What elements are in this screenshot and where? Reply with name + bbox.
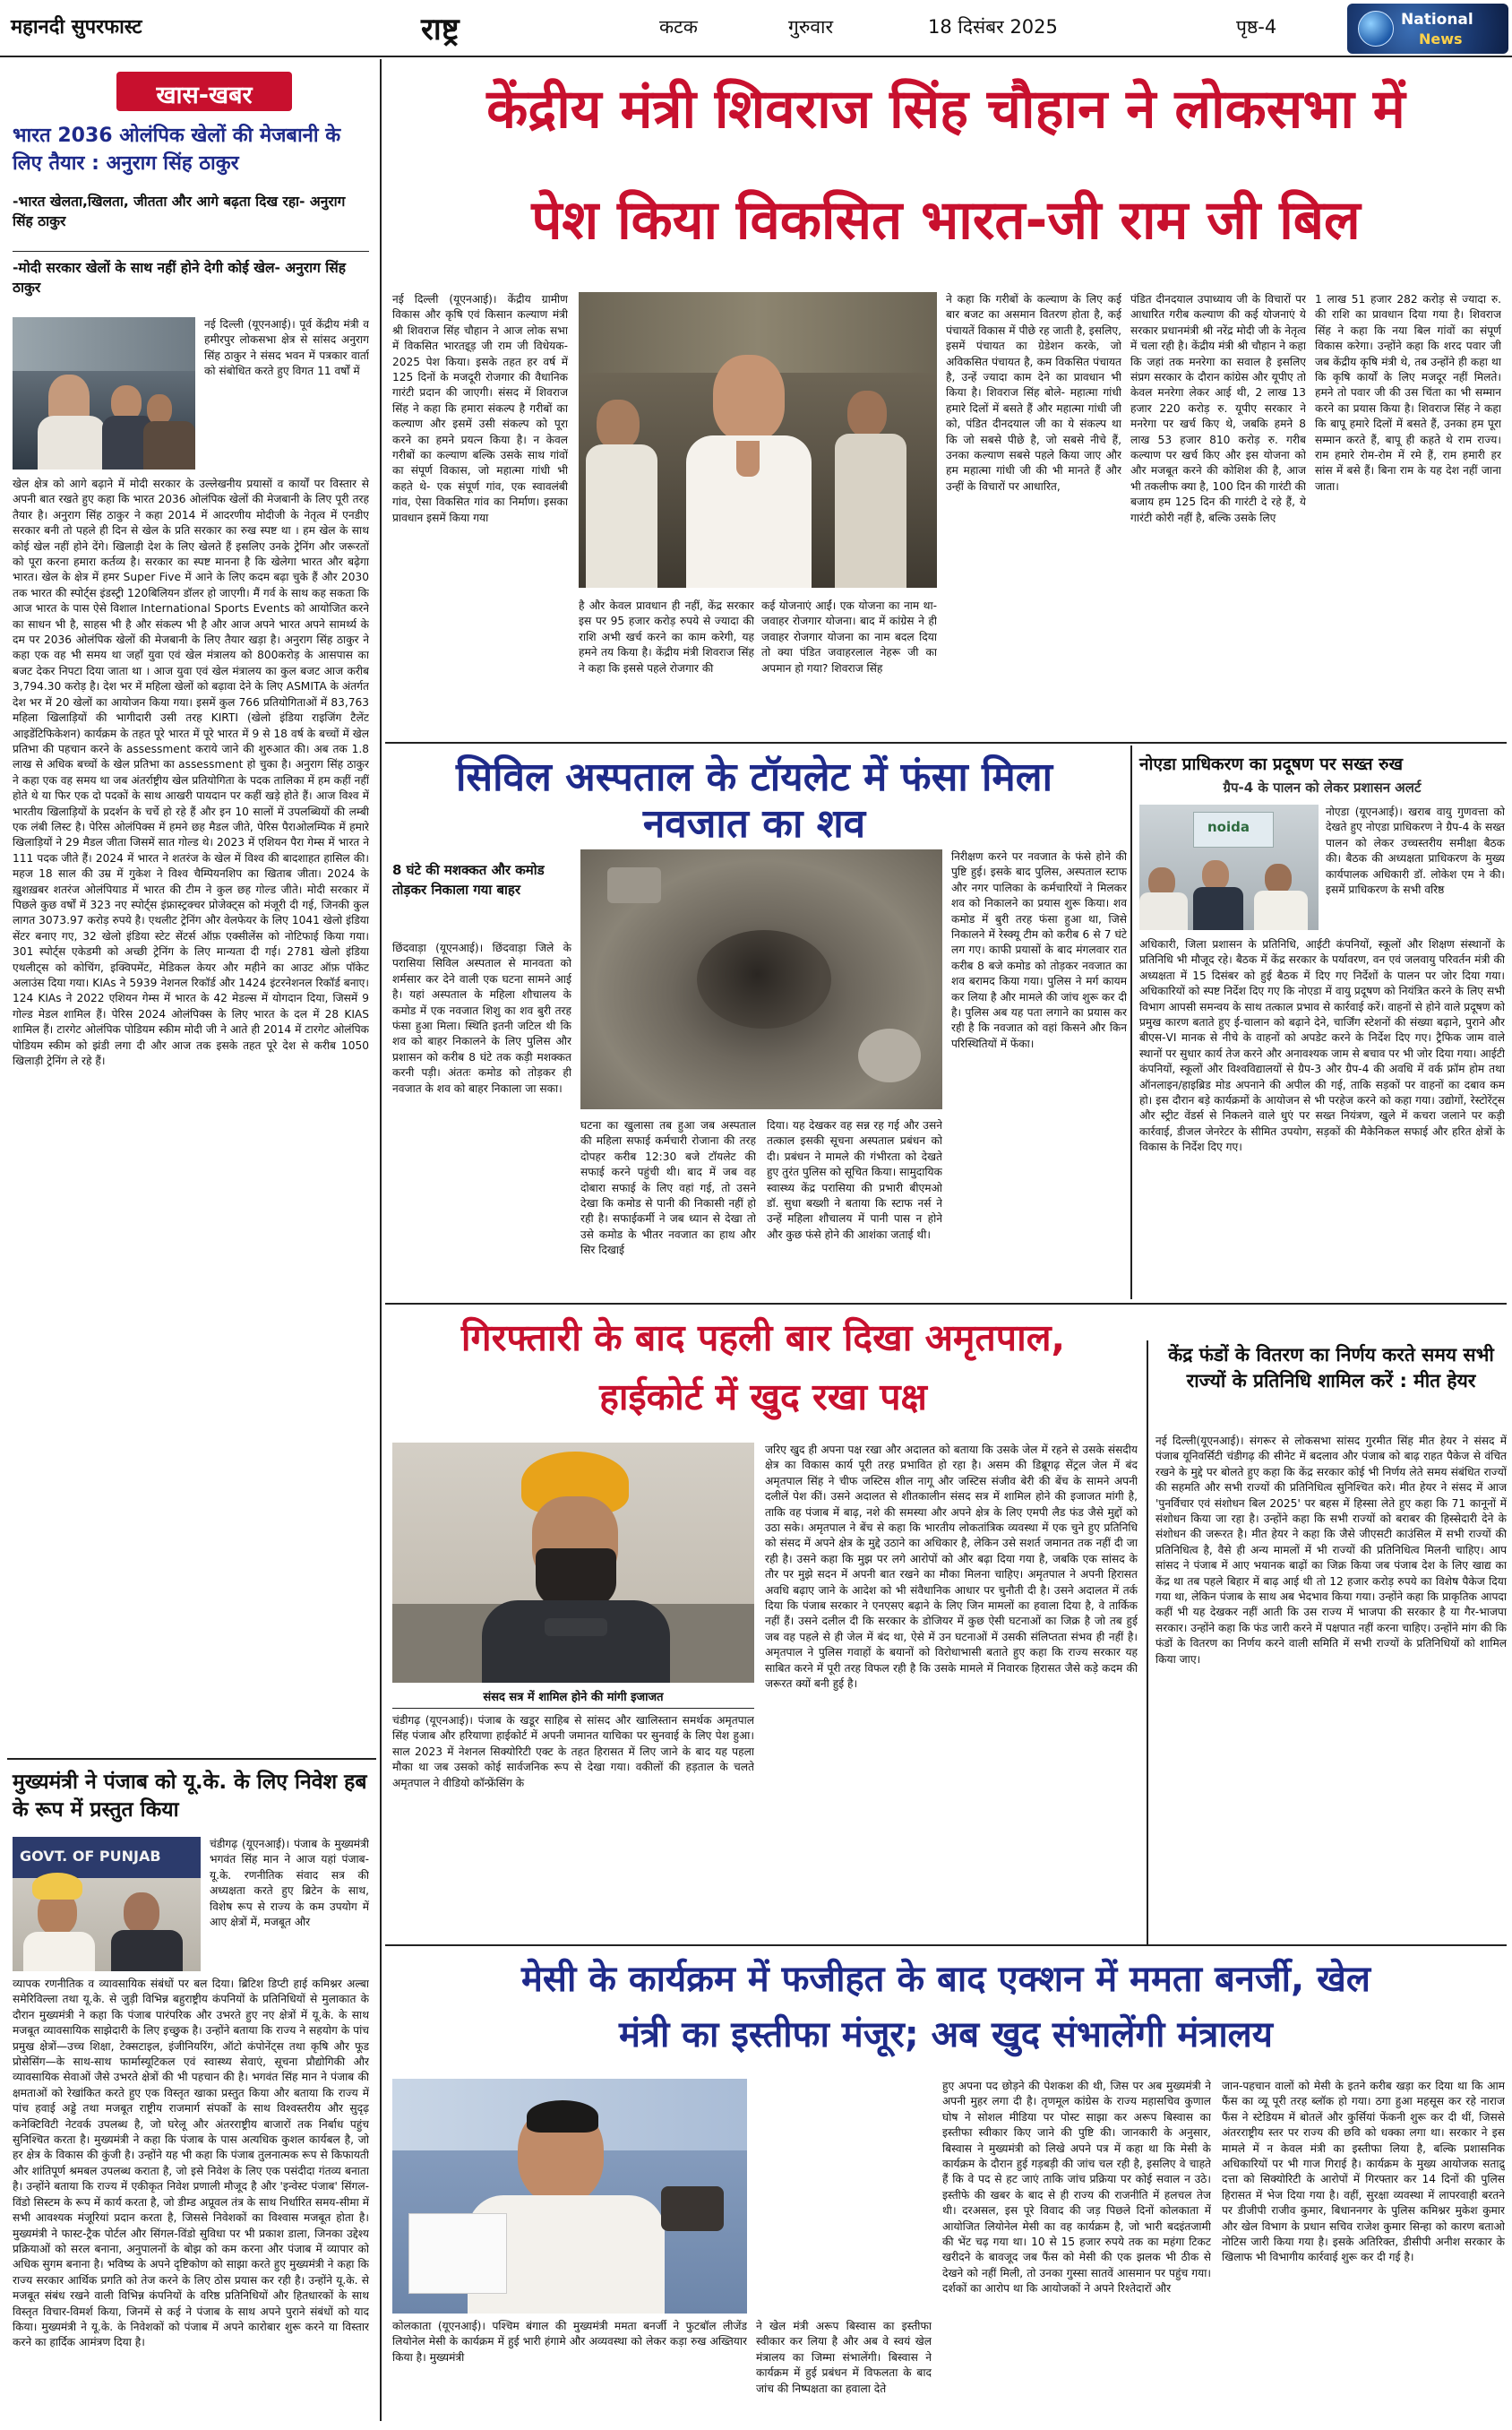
page-number: पृष्ठ-4 bbox=[1236, 16, 1277, 38]
meet-hayer-headline: केंद्र फंडों के वितरण का निर्णय करते समय सभी राज्यों के प्रतिनिधि शामिल करें : मीत हेयर bbox=[1168, 1344, 1494, 1392]
logo-national: National bbox=[1401, 11, 1473, 29]
punjab-body: व्यापक रणनीतिक व व्यावसायिक संबंधों पर बल दिया। ब्रिटिश डिप्टी हाई कमिश्नर अल्बा समेरिविल्ला तथा यू.के. से जुड़ी विभिन्न बहुराष्ट्रीय कंपनियों के प्रतिनिधियों से मुलाकात के दौरान मुख्यमंत्री ने कहा कि पंजाब पारंपरिक और उभरते हुए नए क्षेत्रों में यू.के. के साथ मजबूत व्यावसायिक साझेदारी के लिए इच्छुक है। उन्होंने बताया कि राज्य ने सहयोग के पांच प्रमुख क्षेत्रों—उच्च शिक्षा, टेक्सटाइल, इंजीनियरिंग, ऑटो कंपोनेंट्स तथा कृषि और फूड प्रोसेसिंग—के साथ-साथ फार्मास्यूटिकल एवं स्वास्थ्य सेवाएं, सूचना प्रौद्योगिकी और व्यावसायिक सेवाओं जैसे उभरते क्षेत्रों की भी पहचान की है। भगवंत सिंह मान ने पंजाब की क्षमताओं को रेखांकित करते हुए एक विस्तृत खाका प्रस्तुत किया और बताया कि राज्य में पांच हवाई अड्डे तथा मजबूत राष्ट्रीय राजमार्ग संपर्कों के साथ विश्वस्तरीय और सुदृढ़ कनेक्टिविटी नेटवर्क उपलब्ध है, जो घरेलू और अंतरराष्ट्रीय बाजारों तक निर्बाध पहुंच सुनिश्चित करता है। मुख्यमंत्री ने कहा कि पंजाब के पास अत्यधिक कुशल कार्यबल है, जो हर क्षेत्र के विकास की कुंजी है। उन्होंने यह भी कहा कि पंजाब तुलनात्मक रूप से किफायती और शांतिपूर्ण श्रमबल उपलब्ध कराता है, जो इसे निवेश के लिए एक पसंदीदा गंतव्य बनाता है। उन्होंने बताया कि राज्य में एकीकृत निवेश प्रणाली मौजूद है और 'इन्वेस्ट पंजाब' सिंगल-विंडो सिस्टम के रूप में कार्य करता है, जो डीम्ड अप्रूवल तंत्र के साथ निर्धारित समय-सीमा में सभी आवश्यक मंजूरियां प्रदान करता है, जिससे निवेशकों का विश्वास मजबूत होता है। मुख्यमंत्री ने फास्ट-ट्रैक पोर्टल और सिंगल-विंडो सुविधा पर भी प्रकाश डाला, जिनका उद्देश्य प्रक्रियाओं को सरल बनाना, अनुपालनों के बोझ को कम करना और पंजाब में व्यापार को अधिक सुगम बनाना है। भविष्य के अपने दृष्टिकोण को साझा करते हुए मुख्यमंत्री ने कहा कि राज्य सरकार आर्थिक प्रगति को तेज करने के लिए ठोस प्रयास कर रही है। उन्होंने यू.के. से मजबूत संबंध रखने वाली विभिन्न कंपनियों के वरिष्ठ प्रतिनिधियों और हितधारकों के साथ विस्तृत विचार-विमर्श किया, जिनमें से कई ने पंजाब के साथ अपने पुराने संबंधों को याद किया। मुख्यमंत्री ने यू.के. के निवेशकों को पंजाब में अपने कारोबार शुरू करने या विस्तार करने का हार्दिक आमंत्रण दिया है। bbox=[13, 1978, 369, 2349]
hospital-col4: निरीक्षण करने पर नवजात के फंसे होने की पुष्टि हुई। इसके बाद पुलिस, अस्पताल स्टाफ और नगर पालिका के कर्मचारियों ने मिलकर शव को निकालने का प्रयास शुरू किया। शव कमोड में बुरी तरह फंसा हुआ था, जिसे निकालने में रेस्क्यू टीम को करीब 6 से 7 घंटे लग गए। काफी प्रयासों के बाद मंगलवार रात करीब 8 बजे कमोड को तोड़कर नवजात का शव बरामद किया गया। पुलिस ने मर्ग कायम कर लिया है और मामले की जांच शुरू कर दी है। पुलिस अब यह पता लगाने का प्रयास कर रही है कि नवजात को वहां किसने और किन परिस्थितियों में फेंका। bbox=[951, 850, 1127, 1050]
vbg-headline-line2: पेश किया विकसित भारत-जी राम जी बिल bbox=[531, 189, 1361, 252]
amritpal-col1: चंडीगढ़ (यूएनआई)। पंजाब के खडूर साहिब से सांसद और खालिस्तान समर्थक अमृतपाल सिंह पंजाब और हरियाणा हाईकोर्ट में अपनी जमानत याचिका पर सुनवाई के लिए पेश हुआ। साल 2023 में नेशनल सिक्योरिटी एक्ट के तहत हिरासत में लिए जाने के बाद यह पहला मौका था जब उसको कोई सार्वजनिक रूप से देखा गया। वकीलों की हड़ताल के चलते अमृतपाल ने वीडियो कॉन्फ्रेंसिंग के bbox=[392, 1714, 754, 1789]
vbg-col4: ने कहा कि गरीबों के कल्याण के लिए कई बार बजट का असमान वितरण होता है, कई पंचायतें विकास में पीछे रह जाती है, इसलिए, इसमें पंचायत का ग्रेडेशन करके, जो अविकसित पंचायत है, कम विकसित पंचायत है, उन्हें ज्यादा काम देने का प्रावधान भी किया है। शिवराज सिंह बोले- महात्मा गांधी हमारे दिलों में बसते हैं और महात्मा गांधी जी को, पंडित दीनदयाल जी का ये संकल्प था कि जो सबसे पीछे है, जो सबसे नीचे हैं, उनका कल्याण सबसे पहले किया जाए और हम महात्मा गांधी जी की भी मानते हैं और उन्हीं के विचारों पर आधारित, bbox=[946, 293, 1121, 493]
masthead bbox=[0, 0, 1512, 57]
section-name: राष्ट्र bbox=[421, 12, 460, 47]
vbg-col5: पंडित दीनदयाल उपाध्याय जी के विचारों पर आधारित गरीब कल्याण की कई योजनाएं ये सरकार प्रधानमंत्री श्री नरेंद्र मोदी जी के नेतृत्व में चला रही है। केंद्रीय मंत्री श्री चौहान ने कहा कि जहां तक मनरेगा का सवाल है इसलिए संप्रग सरकार के दौरान कांग्रेस और यूपीए तो केवल मनरेगा लेकर आई थी, 2 लाख 13 हजार 220 करोड़ रु. यूपीए सरकार ने मनरेगा पर खर्च किए थे, जबकि हमने 8 लाख 53 हजार 810 करोड़ रु. गरीब कल्याण पर खर्च किए और इस योजना को और मजबूत करने की कोशिश की है, आज भी तकलीफ क्या है, 100 दिन की गारंटी की बजाय हम 125 दिन की गारंटी दे रहे हैं, ये गारंटी कोरी नहीं है, बल्कि उसके लिए bbox=[1130, 293, 1306, 524]
amritpal-photo-caption: संसद सत्र में शामिल होने की मांगी इजाजत bbox=[483, 1691, 664, 1704]
hospital-col3: दिया। यह देखकर वह सन्न रह गई और उसने तत्काल इसकी सूचना अस्पताल प्रबंधन को दी। प्रबंधन ने मामले की गंभीरता को देखते हुए तुरंत पुलिस को सूचित किया। सामुदायिक स्वास्थ्य केंद्र परासिया की प्रभारी बीएमओ डॉ. सुधा बख्शी ने बताया कि स्टाफ नर्स ने उन्हें महिला शौचालय में पानी पास न होने और कुछ फंसे होने की आशंका जताई थी। bbox=[767, 1119, 942, 1241]
punjab-headline: मुख्यमंत्री ने पंजाब को यू.के. के लिए निवेश हब के रूप में प्रस्तुत किया bbox=[13, 1771, 367, 1822]
mamata-col4: जान-पहचान वालों को मेसी के इतने करीब खड़ा कर दिया था कि आम फैंस का व्यू पूरी तरह ब्लॉक हो गया। ठगा हुआ महसूस कर रहे नाराज फैंस ने स्टेडियम में बोतलें और कुर्सियां फेंकनी शुरू कर दी थीं, जिससे अंतरराष्ट्रीय स्तर पर राज्य की छवि को धक्का लगा था। सरकार ने इस मामले में न केवल मंत्री का इस्तीफा लिया है, बल्कि प्रशासनिक अधिकारियों पर भी गाज गिराई है। कार्यक्रम के मुख्य आयोजक सताद्रु दत्ता को सिक्योरिटी के आरोपों में गिरफ्तार कर 14 दिनों की पुलिस हिरासत में भेज दिया गया है। वहीं, सुरक्षा व्यवस्था में लापरवाही बरतने पर डीजीपी राजीव कुमार, बिधाननगर के पुलिस कमिश्नर मुकेश कुमार और खेल विभाग के प्रधान सचिव राजेश कुमार सिन्हा को कारण बताओ नोटिस जारी किया गया है। इसके अतिरिक्त, डीसीपी अनीश सरकार के खिलाफ भी विभागीय कार्रवाई शुरू कर दी गई है। bbox=[1222, 2080, 1505, 2264]
amritpal-headline-line2: हाईकोर्ट में खुद रखा पक्ष bbox=[599, 1375, 927, 1418]
vbg-headline-line1: केंद्रीय मंत्री शिवराज सिंह चौहान ने लोकसभा में bbox=[486, 78, 1405, 141]
khas-khabar-sub2: -मोदी सरकार खेलों के साथ नहीं होने देगी कोई खेल- अनुराग सिंह ठाकुर bbox=[13, 260, 346, 296]
mamata-col2-text: ने खेल मंत्री अरूप बिस्वास का इस्तीफा स्वीकार कर लिया है और अब वे स्वयं खेल मंत्रालय का जिम्मा संभालेंगी। बिस्वास ने कार्यक्रम में हुई प्रबंधन में विफलता के बाद जांच की निष्पक्षता का हवाला देते bbox=[756, 2320, 932, 2395]
mamata-headline-line1: मेसी के कार्यक्रम में फजीहत के बाद एक्शन में ममता बनर्जी, खेल bbox=[520, 1959, 1371, 2000]
national-news-logo bbox=[1347, 4, 1508, 54]
vbg-col6: 1 लाख 51 हजार 282 करोड़ से ज्यादा रु. की राशि का प्रावधान दिया गया है। शिवराज सिंह ने कहा कि नया बिल गांवों का संपूर्ण विकास करेगा। उन्होंने कहा कि शरद पवार जी जब केंद्रीय कृषि मंत्री थे, तब उन्होंने ही कहा था कि कृषि कार्यों के लिए मजदूर नहीं मिलते। हमने तो पवार जी की उस चिंता का भी सम्मान करने का प्रयास किया है। शिवराज सिंह ने कहा कि बापू हमारे दिलों में बसते हैं, उनका हम पूरा सम्मान करते हैं, बापू ही कहते थे राम राज्य। राम हमारे रोम-रोम में रमे हैं, राम हमारी हर सांस में बसे हैं। बिना राम के यह देश नहीं जाना जाता। bbox=[1315, 293, 1501, 493]
khas-khabar-lead: नई दिल्ली (यूएनआई)। पूर्व केंद्रीय मंत्री व हमीरपुर लोकसभा क्षेत्र से सांसद अनुराग सिंह ठाकुर ने संसद भवन में पत्रकार वार्ता को संबोधित करते हुए विगत 11 वर्षों में bbox=[204, 318, 369, 378]
shivraj-chouhan-photo bbox=[579, 292, 937, 588]
vbg-col1: नई दिल्ली (यूएनआई)। केंद्रीय ग्रामीण विकास और कृषि एवं किसान कल्याण मंत्री श्री शिवराज सिंह चौहान ने आज लोक सभा में विकसित भारतइ्ड़ जी राम जी विधेयक- 2025 पेश किया। इसके तहत हर वर्ष में 125 दिनों के मजदूरी रोजगार की वैधानिक गारंटी प्रदान की जाएगी। संसद में शिवराज सिंह ने कहा कि हमारा संकल्प है गरीबों का कल्याण और इसमें उसी संकल्प को पूरा करने का हमने प्रयत्न किया है। न केवल गरीबों का कल्याण बल्कि उसके साथ गांवों का संपूर्ण विकास, जो महात्मा गांधी भी कहते थे- एक संपूर्ण गांव, एक स्वावलंबी गांव, ऐसा विकसित गांव का निर्माण। इसका प्रावधान इसमें किया गया bbox=[392, 293, 568, 524]
noida-headline: नोएडा प्राधिकरण का प्रदूषण पर सख्त रुख bbox=[1139, 754, 1404, 774]
hospital-headline-line2: नवजात का शव bbox=[642, 801, 866, 847]
logo-news: News bbox=[1419, 30, 1463, 47]
toilet-commode-photo bbox=[580, 849, 942, 1109]
globe-icon bbox=[1358, 11, 1394, 47]
vbg-col3-bottom: कई योजनाएं आईं। एक योजना का नाम था- जवाहर रोजगार योजना। बाद में कांग्रेस ने ही जवाहर रोजगार योजना का नाम बदल दिया तो क्या पंडित जवाहरलाल नेहरू जी का अपमान हो गया? शिवराज सिंह bbox=[761, 599, 937, 675]
noida-body: अधिकारी, जिला प्रशासन के प्रतिनिधि, आईटी कंपनियों, स्कूलों और शिक्षण संस्थानों के प्रतिनिधि भी मौजूद रहे। बैठक में केंद्र सरकार के पर्यावरण, वन एवं जलवायु परिवर्तन मंत्री की अध्यक्षता में 15 दिसंबर को हुई बैठक में दिए गए निर्देशों के पालन पर जोर दिया गया। अधिकारियों को स्पष्ट निर्देश दिए गए कि नोएडा में वायु प्रदूषण को नियंत्रित करने के लिए सभी विभाग आपसी समन्वय के साथ तत्काल प्रभाव से कार्रवाई करें। वाहनों से होने वाले प्रदूषण को प्रमुख कारण बताते हुए ई-चालान को बढ़ाने देने, चार्जिंग स्टेशनों की संख्या बढ़ाने, पुराने और बीएस-VI मानक से नीचे के वाहनों को अपडेट करने के निर्देश दिए गए। ट्रैफिक जाम वाले स्थानों पर सुधार कार्य तेज करने और अनावश्यक जाम से बचाव पर भी जोर दिया गया। आईटी कंपनियों, स्कूलों और विश्वविद्यालयों से ग्रैप-3 और ग्रैप-4 की अवधि में वर्क फ्रॉम होम तथा ऑनलाइन/हाइब्रिड मोड अपनाने की अपील की गई, ताकि सड़कों पर वाहनों का दबाव कम हो। इस दौरान बड़े कार्यक्रमों के आयोजन से भी परहेज करने को कहा गया। उद्योगों, रेस्टोरेंट्स और स्ट्रीट वेंडर्स से निकलने वाले धुएं पर सख्त नियंत्रण, खुले में कचरा जलाने पर कड़ी कार्रवाई, डीजल जेनरेटर के सीमित उपयोग, सड़कों की मैकेनिकल सफाई और हरित क्षेत्रों के विकास के निर्देश दिए गए। bbox=[1139, 938, 1505, 1154]
dateline-city: कटक bbox=[659, 16, 698, 38]
khas-khabar-headline: भारत 2036 ओलंपिक खेलों की मेजबानी के लिए तैयार : अनुराग सिंह ठाकुर bbox=[13, 125, 341, 175]
amritpal-col2: जरिए खुद ही अपना पक्ष रखा और अदालत को बताया कि उसके जेल में रहने से उसके संसदीय क्षेत्र का विकास कार्य पूरी तरह प्रभावित हो रहा है। असम की डिब्रूगढ़ सेंट्रल जेल में बंद अमृतपाल सिंह ने चीफ जस्टिस शील नागू और जस्टिस संजीव बेरी की बेंच के सामने अपनी दलीलें पेश कीं। उसने अदालत से शीतकालीन संसद सत्र में शामिल होने की इजाजत मांगी है, ताकि वह पंजाब में बाढ़, नशे की समस्या और अपने क्षेत्र के लिए एमपी लैड फंड जैसे मुद्दों को उठा सके। अमृतपाल ने बेंच से कहा कि भारतीय लोकतांत्रिक व्यवस्था में एक चुने हुए प्रतिनिधि को संसद में अपने क्षेत्र के मुद्दे उठाने का अधिकार है, लेकिन उसे सशर्त जमानत तक नहीं दी जा रही है। उसने कहा कि मुझ पर लगे आरोपों को और बढ़ा दिया गया है, जबकि एक सांसद के तौर पर मुझे सदन में अपनी बात रखने का मौका मिलना चाहिए। अमृतपाल ने अपनी हिरासत अवधि बढ़ाए जाने के आदेश को भी संवैधानिक आधार पर चुनौती दी है। उसने अदालत में तर्क दिया कि पंजाब सरकार ने एनएसए बढ़ाने के लिए जिन मामलों का हवाला दिया है, वे तार्किक नहीं हैं। उसने दलील दी कि सरकार के डोजियर में कुछ ऐसी घटनाओं का जिक्र है जो तब हुई जब वह पहले से ही जेल में बंद था, ऐसे में उन घटनाओं में उसकी संलिप्तता संभव ही नहीं है। अमृतपाल ने पुलिस गवाहों के बयानों को विरोधाभासी बताते हुए कहा कि राज्य सरकार यह साबित करने में पूरी तरह विफल रही है कि उसके मामले में निवारक हिरासत जैसे कड़े कदम की जरूरत क्यों बनी हुई है। bbox=[765, 1443, 1138, 1691]
amritpal-photo bbox=[392, 1443, 754, 1683]
meet-hayer-body: नई दिल्ली(यूएनआई)। संगरूर से लोकसभा सांसद गुरमीत सिंह मीत हेयर ने संसद में पंजाब यूनिवर्सिटी चंडीगढ़ की सीनेट में बदलाव और पंजाब को बाढ़ राहत पैकेज से वंचित रखने के मुद्दे पर बोलते हुए कहा कि केंद्र सरकार कोई भी निर्णय लेते समय संबंधित राज्यों की सहमति और सभी राज्यों की प्रतिनिधित्व सुनिश्चित करे। मीत हेयर ने संसद में आज 'पुनर्विचार एवं संशोधन बिल 2025' पर बहस में हिस्सा लेते हुए कहा कि 71 कानूनों में संशोधन किया जा रहा है। उन्होंने कहा कि सभी राज्यों को बराबर की हिस्सेदारी देने के संशोधन की जरूरत है। मीत हेयर ने कहा कि जैसे जीएसटी काउंसिल में सभी राज्यों की प्रतिनिधित्व है, वैसे ही अन्य मामलों में भी राज्यों की प्रतिनिधित्व मिलनी चाहिए। आप सांसद ने पंजाब में आए भयानक बाढ़ों का जिक्र किया जब पंजाब देश के लिए खाद्य का केंद्र था तब पहले बिहार में बाढ़ आई थी तो 12 हजार करोड़ रुपये का विशेष पैकेज दिया गया था, लेकिन पंजाब के साथ अब भेदभाव किया गया। उन्होंने कहा कि प्राकृतिक आपदा कहीं भी यह देखकर नहीं आती कि उस राज्य में भाजपा की सरकार है या गैर-भाजपा सरकार। उन्होंने कहा कि फंड जारी करने में पक्षपात नहीं करना चाहिए। उन्होंने मांग की कि फंडों के वितरण का निर्णय करने वाली समिति में सभी राज्यों के प्रतिनिधियों को शामिल किया जाए। bbox=[1155, 1435, 1507, 1666]
hospital-col2: घटना का खुलासा तब हुआ जब अस्पताल की महिला सफाई कर्मचारी रोजाना की तरह दोपहर करीब 12:30 बजे टॉयलेट की सफाई करने पहुंची थी। बाद में जब वह दोबारा सफाई के लिए वहां गई, तो उसने देखा कि कमोड से पानी की निकासी नहीं हो रही है। सफाईकर्मी ने जब ध्यान से देखा तो उसे कमोड के भीतर नवजात का हाथ और सिर दिखाई bbox=[580, 1119, 756, 1257]
mamata-press-photo bbox=[392, 2079, 747, 2314]
khas-khabar-sub1: -भारत खेलता,खिलता, जीतता और आगे बढ़ता दिख रहा- अनुराग सिंह ठाकुर bbox=[13, 194, 346, 229]
press-conference-photo bbox=[13, 317, 195, 470]
amritpal-headline-line1: गिरफ्तारी के बाद पहली बार दिखा अमृतपाल, bbox=[460, 1316, 1066, 1359]
mamata-headline-line2: मंत्री का इस्तीफा मंजूर; अब खुद संभालेंगी मंत्रालय bbox=[619, 2014, 1273, 2055]
noida-subhead: ग्रैप-4 के पालन को लेकर प्रशासन अलर्ट bbox=[1223, 780, 1422, 796]
hospital-headline-line1: सिविल अस्पताल के टॉयलेट में फंसा मिला bbox=[456, 754, 1052, 800]
khas-khabar-label: खास-खबर bbox=[116, 72, 292, 111]
hospital-col1: छिंदवाड़ा (यूएनआई)। छिंदवाड़ा जिले के परासिया सिविल अस्पताल से मानवता को शर्मसार कर देने वाली एक घटना सामने आई है। यहां अस्पताल के महिला शौचालय के कमोड में एक नवजात शिशु का शव बुरी तरह फंसा हुआ मिला। स्थिति इतनी जटिल थी कि शव को बाहर निकालने के लिए पुलिस और प्रशासन को करीब 8 घंटे तक कड़ी मशक्कत करनी पड़ी। अंततः कमोड को तोड़कर ही नवजात के शव को बाहर निकाला जा सका। bbox=[392, 942, 571, 1095]
noida-lead: नोएडा (यूएनआई)। खराब वायु गुणवत्ता को देखते हुए नोएडा प्राधिकरण ने ग्रैप-4 के सख्त पालन को लेकर उच्चस्तरीय समीक्षा बैठक की। बैठक की अध्यक्षता प्राधिकरण के मुख्य कार्यपालक अधिकारी डॉ. लोकेश एम ने की। इसमें प्राधिकरण के सभी वरिष्ठ bbox=[1326, 806, 1505, 897]
khas-khabar-body: खेल क्षेत्र को आगे बढ़ाने में मोदी सरकार के उल्लेखनीय प्रयासों व कार्यों पर विस्तार से अपनी बात रखते हुए कहा कि भारत 2036 ओलंपिक खेलों की मेजबानी के लिए पूरी तरह तैयार है। अनुराग सिंह ठाकुर ने कहा 2014 में आदरणीय मोदीजी के नेतृत्व में एनडीए सरकार बनी तो पहले ही दिन से खेल के प्रति सरकार का रुख स्पष्ट था । हम खेल के साथ कोई खेल नहीं होने देंगे। खिलाड़ी देश के लिए खेलते हैं इसलिए उनके ट्रेनिंग और जरूरतों को पूरा करना हमारा कर्तव्य है। सरकार का स्पष्ट मानना है कि खेलेगा भारत और बढ़ेगा भारत। खेल के क्षेत्र में हमर Super Five में आने के लिए कदम बढ़ा चुके हैं और 2030 तक भारत की स्पोर्ट्स इंडस्ट्री 120बिलियन डॉलर हो जाएगी। मैं गर्व के साथ कह सकता कि आज भारत के पास ऐसे विशाल International Sports Events को आयोजित करने का साधन भी है, साहस भी है और संकल्प भी है और आज अपने भारत अपने सामर्थ्य के दम पर 2036 ओलंपिक खेलों की मेजबानी के लिए तैयार खड़ा है। अनुराग सिंह ठाकुर ने कहा एक वह भी समय था जहाँ युवा एवं खेल मंत्रालय को 800करोड़ के आसपास का बजट देकर निपटा दिया जाता था । आज युवा एवं खेल मंत्रालय का कुल बजट आज करीब 3,794.30 करोड़ है। देश भर में महिला खेलों को बढ़ावा देने के लिए ASMITA के अंतर्गत देश भर में 20 खेलों का आयोजन किया गया। इसमें कुल 766 प्रतियोगिताओं में 83,763 महिला खिलाड़ियों की भागीदारी उसी तरह KIRTI (खेलो इंडिया राइजिंग टैलेंट आइडेंटिफिकेशन) कार्यक्रम के तहत पूरे भारत में पूरे भारत में 9 से 18 वर्ष के बच्चों में खेल प्रतिभा की पहचान करने के assessment कराये जाने की शुरुआत की। अब तक 1.8 लाख से अधिक बच्चों के खेल प्रतिभा का assessment हो चुका है। अनुराग सिंह ठाकुर ने कहा एक वह समय था जब अंतर्राष्ट्रीय खेल प्रतियोगिता के पदक तालिका में हम कहीं नहीं होते थे या फिर एक दो पदकों के साथ आखरी पायदान पर कहीं खड़े होते हैं। आज विश्व में भारतीय खिलाड़ियों के प्रदर्शन के चर्चे हो रहे हैं और इन 10 सालों में उपलब्धियों की लम्बी एक लंबी लिस्ट है। पेरिस ओलंपिक्स में हमने छह मैडल जीते, पेरिस पैराओलम्पिक में हमारे खिलाड़ियों ने 29 मैडल जीता जिसमें सात गोल्ड थे। 2023 में एशियन पैरा गेम्स में भारत ने 111 पदक जीते हैं। 2024 में भारत ने शतरंज के खेल में विश्व की बादशाहत हासिल की। महज 18 साल की उम्र में गुकेश ने विश्व चैम्पियनशिप का खिताब जीता। 2024 के ख़ुशख़बर शतरंज ओलंपियाड में भारत की टीम ने कुल छह गोल्ड जीते। मोदी सरकार में पिछले कुछ वर्षों में 323 नए स्पोर्ट्स इंफ्रास्ट्रक्चर प्रोजेक्ट्स को मंजूरी दी गई, जिनकी कुल लागत 3073.97 करोड़ रुपये है। एथलीट ट्रेनिंग और वेलफेयर के लिए 1041 खेलो इंडिया सेंटर बनाए गए, 32 खेलो इंडिया स्टेट सेंटर्स ऑफ़ एक्सीलेंस को नोटिफाई किया गया। 301 स्पोर्ट्स एकेडमी को अच्छी ट्रेनिंग के लिए मान्यता दी गई। 2781 खेलो इंडिया एथलीट्स को कोचिंग, इक्विपमेंट, मेडिकल केयर और महीने का आउट ऑफ़ पॉकेट अलाउंस दिया गया। KIAs ने 5939 नेशनल रिकॉर्ड और 1424 इंटरनेशनल रिकॉर्ड बनाए। 124 KIAs ने 2022 एशियन गेम्स में भारत के 42 मेडल्स में योगदान दिया, जिसमें 9 गोल्ड मेडल शामिल हैं। पेरिस 2024 ओलंपिक्स के लिए भारत के दल में 28 KIAS शामिल हैं। टारगेट ओलंपिक पोडियम स्कीम मोदी जी ने आते ही 2014 में टारगेट ओलंपिक पोडियम स्कीम को झंडी लगा दी और आज तक इसके तहत पूरे देश से करीब 1050 खिलाड़ी ट्रेनिंग ले रहे हैं। bbox=[13, 478, 369, 1068]
dateline-day: गुरुवार bbox=[788, 16, 834, 38]
vbg-col2-bottom: है और केवल प्रावधान ही नहीं, केंद्र सरकार इस पर 95 हजार करोड़ रुपये से ज्यादा की राशि अभी खर्च करने का काम करेगी, यह हमने तय किया है। केंद्रीय मंत्री शिवराज सिंह ने कहा कि इससे पहले रोजगार की bbox=[579, 599, 754, 675]
dateline-date: 18 दिसंबर 2025 bbox=[928, 16, 1058, 38]
noida-screen-text: noida bbox=[1207, 819, 1250, 835]
paper-name: महानदी सुपरफास्ट bbox=[11, 16, 142, 39]
punjab-govt-sign: GOVT. OF PUNJAB bbox=[20, 1848, 161, 1865]
punjab-lead: चंडीगढ़ (यूएनआई)। पंजाब के मुख्यमंत्री भगवंत सिंह मान ने आज यहां पंजाब-यू.के. रणनीतिक संवाद सत्र की अध्यक्षता करते हुए ब्रिटेन के साथ, विशेष रूप से राज्य के कम उपयोग में आए क्षेत्रों में, मजबूत और bbox=[210, 1838, 369, 1929]
mamata-col3: हुए अपना पद छोड़ने की पेशकश की थी, जिस पर अब मुख्यमंत्री ने अपनी मुहर लगा दी है। तृणमूल कांग्रेस के राज्य महासचिव कुणाल घोष ने सोशल मीडिया पर पोस्ट साझा कर अरूप बिस्वास का इस्तीफा स्वीकार किए जाने की पुष्टि की। जानकारी के अनुसार, बिस्वास ने मुख्यमंत्री को लिखे अपने पत्र में कहा था कि मेसी के कार्यक्रम के दौरान हुई गड़बड़ी की जांच चल रही है, इसलिए वे चाहते हैं कि वे पद से हट जाएं ताकि जांच प्रक्रिया पर कोई सवाल न उठे। इस्तीफे की खबर के बाद से ही राज्य की राजनीति में हलचल तेज थी। दरअसल, इस पूरे विवाद की जड़ पिछले दिनों कोलकाता में आयोजित लियोनेल मेसी का वह कार्यक्रम है, जो भारी बदइंतजामी की भेंट चढ़ गया था। 10 से 15 हजार रुपये तक का महंगा टिकट खरीदने के बावजूद जब फैंस को मेसी की एक झलक भी ठीक से देखने को नहीं मिली, तो उनका गुस्सा सातवें आसमान पर पहुंच गया। दर्शकों का आरोप था कि आयोजकों ने अपने रिश्तेदारों और bbox=[942, 2080, 1211, 2296]
mamata-col1: कोलकाता (यूएनआई)। पश्चिम बंगाल की मुख्यमंत्री ममता बनर्जी ने फुटबॉल लीजेंड लियोनेल मेसी के कार्यक्रम में हुई भारी हंगामे और अव्यवस्था को लेकर कड़ा रुख अख्तियार किया है। मुख्यमंत्री bbox=[392, 2320, 747, 2364]
noida-meeting-photo bbox=[1139, 805, 1319, 930]
punjab-cm-photo bbox=[13, 1837, 201, 1971]
hospital-kicker: 8 घंटे की मशक्कत और कमोड तोड़कर निकाला गया बाहर bbox=[392, 862, 545, 898]
